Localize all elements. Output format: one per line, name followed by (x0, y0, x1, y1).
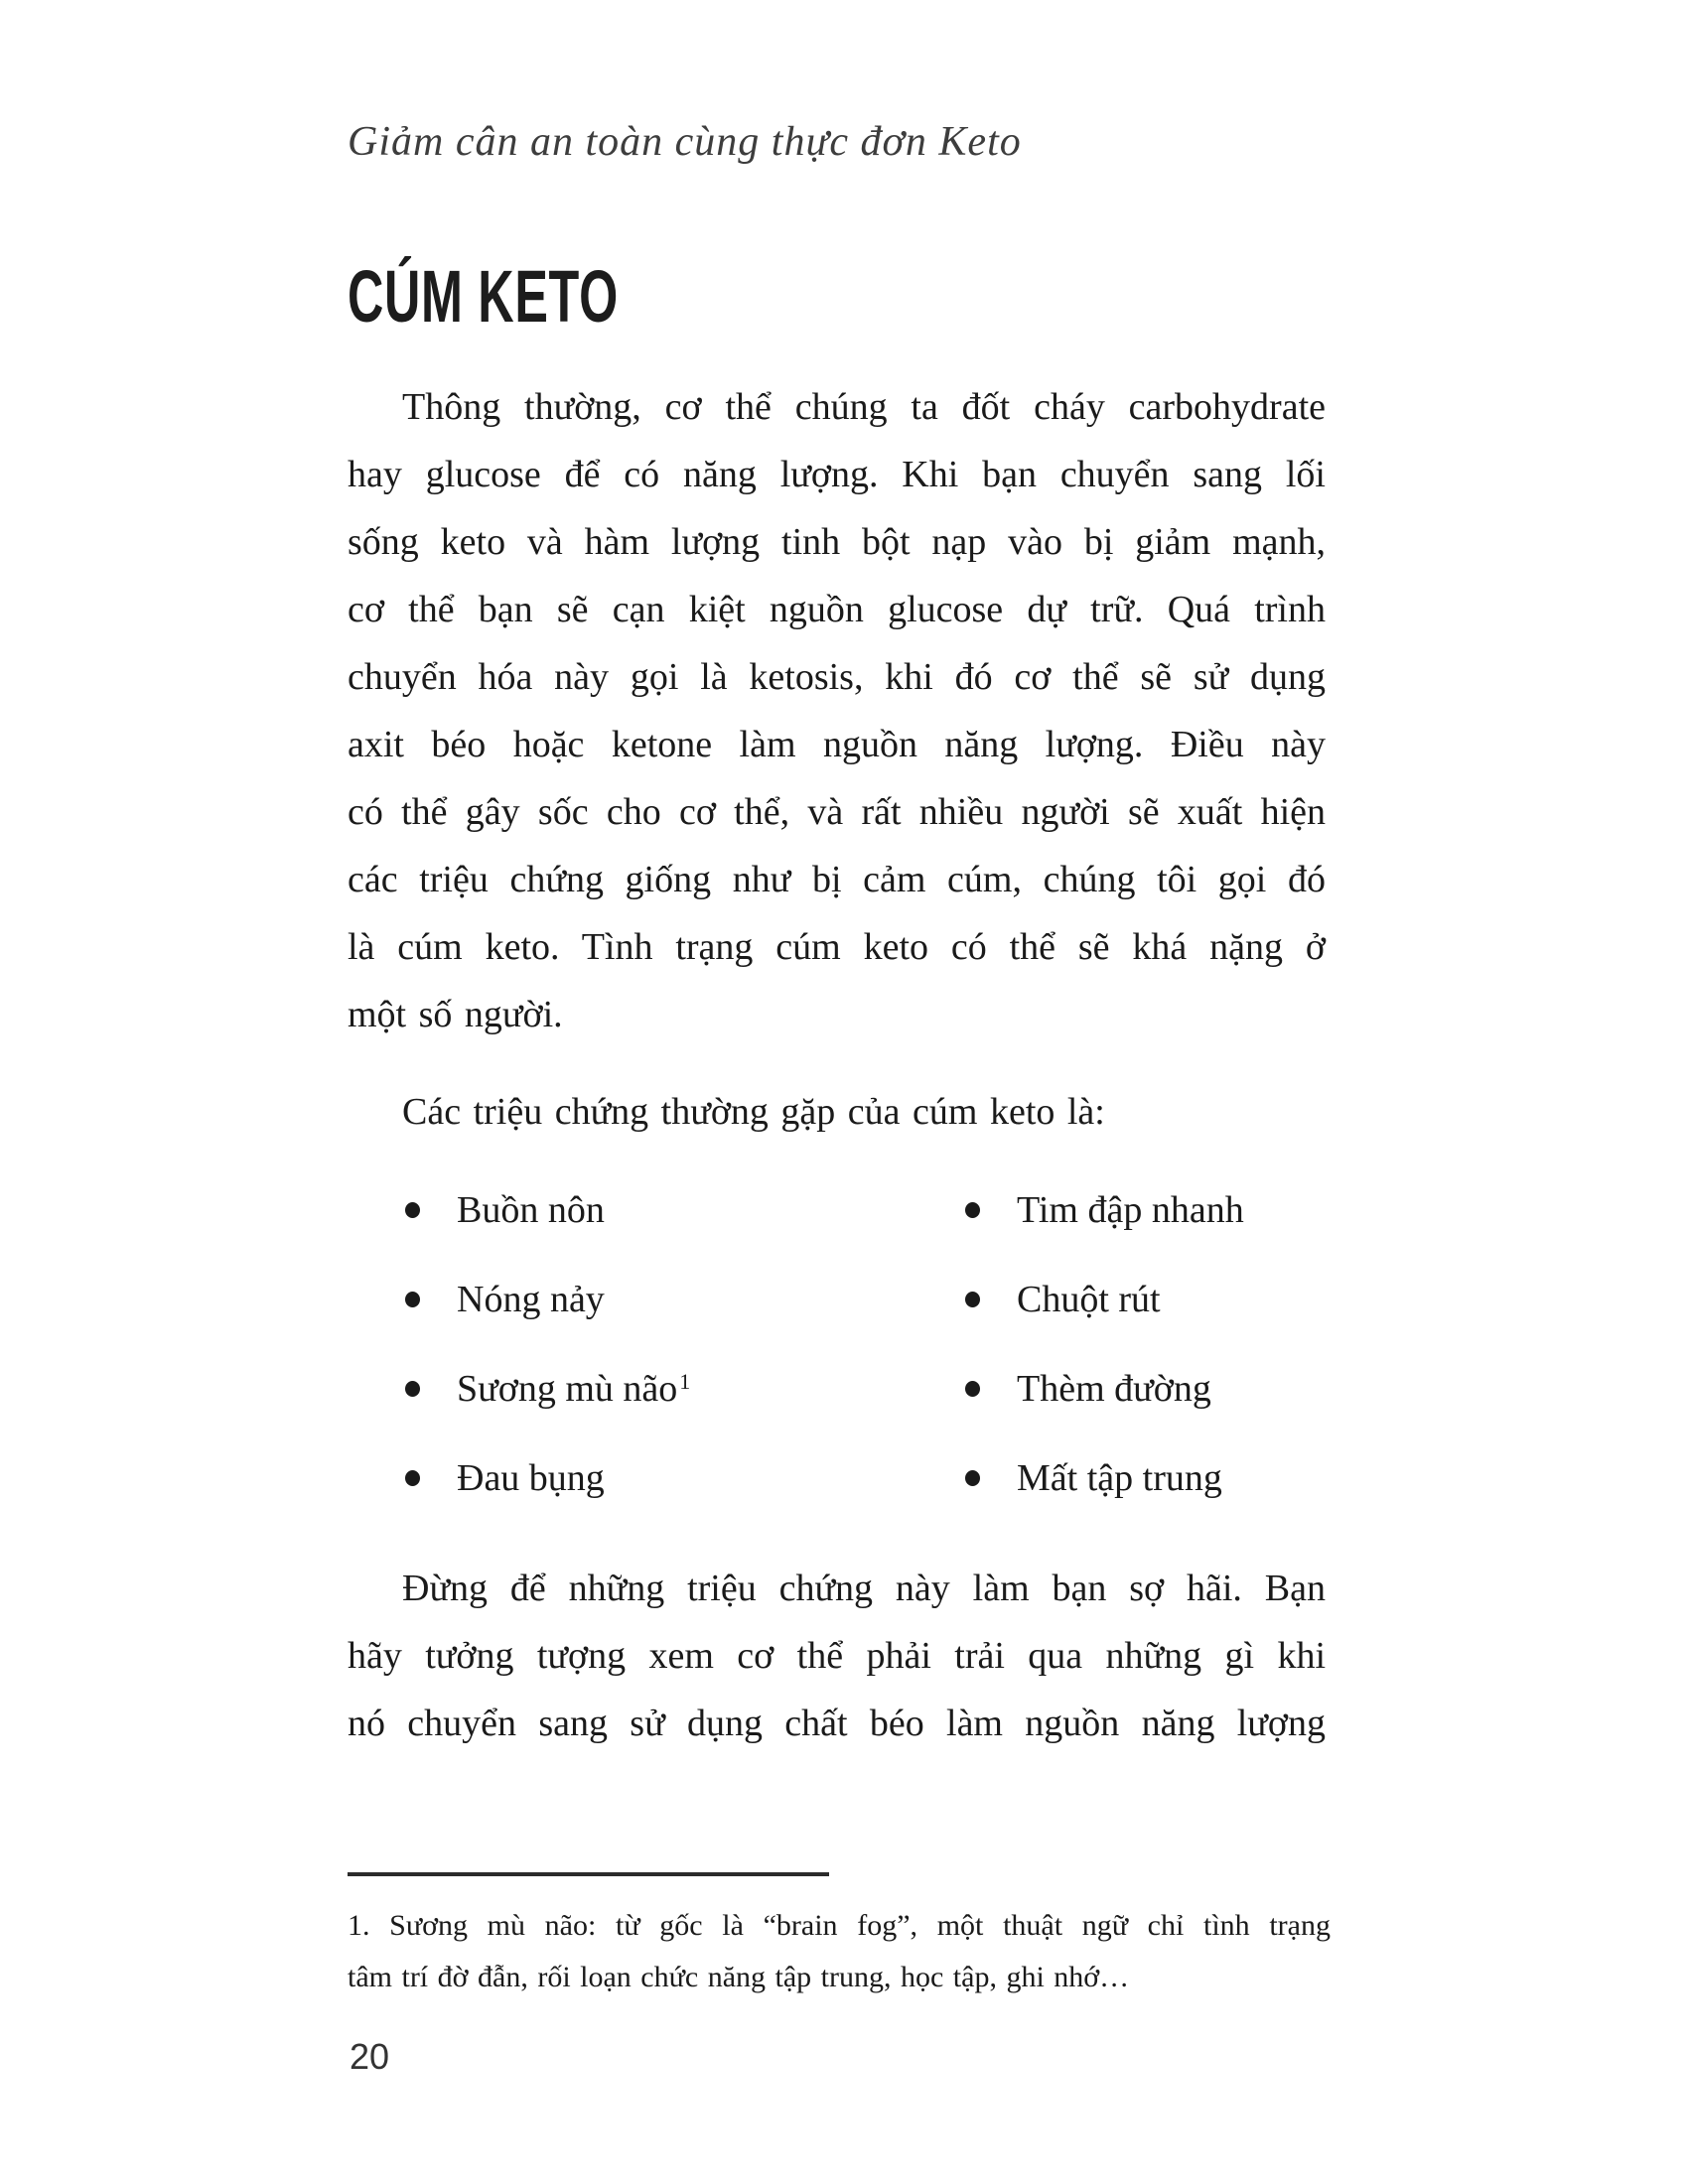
text-line: hay glucose để có năng lượng. Khi bạn chuyển sang lối (348, 454, 1326, 495)
text-line: Đừng để những triệu chứng này làm bạn sợ hãi. Bạn (402, 1568, 1326, 1609)
symptom-item (348, 1433, 965, 1523)
text-line: axit béo hoặc ketone làm nguồn năng lượng. Điều này (348, 724, 1326, 765)
text-line: 1. Sương mù não: từ gốc là “brain fog”, một thuật ngữ chỉ tình trạng (348, 1909, 1331, 1942)
symptom-label: Chuột rút (1017, 1279, 1161, 1320)
symptom-row (348, 1344, 1326, 1433)
symptom-row (348, 1433, 1326, 1523)
text-line: tâm trí đờ đẫn, rối loạn chức năng tập trung, học tập, ghi nhớ… (348, 1961, 1130, 1993)
symptom-label: Tim đập nhanh (1017, 1189, 1244, 1231)
running-header: Giảm cân an toàn cùng thực đơn Keto (348, 119, 1022, 165)
paragraph-intro (348, 373, 1326, 1048)
paragraph-symptoms-lead (348, 1078, 1326, 1146)
symptom-label: Buồn nôn (457, 1189, 605, 1231)
symptom-item (348, 1344, 965, 1433)
symptom-item (965, 1165, 1244, 1255)
symptom-label: Thèm đường (1017, 1368, 1211, 1410)
symptom-item (348, 1165, 965, 1255)
symptom-row (348, 1165, 1326, 1255)
symptom-label: Sương mù não$^1$ (457, 1368, 691, 1410)
text-line: Thông thường, cơ thể chúng ta đốt cháy carbohydrate (402, 386, 1326, 428)
bullet-icon (965, 1202, 980, 1218)
bullet-icon (965, 1470, 980, 1486)
text-line: Các triệu chứng thường gặp của cúm keto là: (402, 1091, 1105, 1133)
text-line: một số người. (348, 994, 563, 1035)
text-line: cơ thể bạn sẽ cạn kiệt nguồn glucose dự trữ. Quá trình (348, 589, 1326, 630)
symptom-label: Nóng nảy (457, 1279, 605, 1320)
symptom-item (965, 1255, 1161, 1344)
symptom-row (348, 1255, 1326, 1344)
bullet-icon (965, 1381, 980, 1397)
text-line: là cúm keto. Tình trạng cúm keto có thể sẽ khá nặng ở (348, 926, 1326, 968)
page-number: 20 (350, 2036, 390, 2077)
symptom-label: Mất tập trung (1017, 1457, 1222, 1499)
text-line: sống keto và hàm lượng tinh bột nạp vào bị giảm mạnh, (348, 521, 1326, 563)
bullet-icon (405, 1381, 420, 1397)
chapter-title: CÚM KETO (348, 255, 619, 338)
text-line: các triệu chứng giống như bị cảm cúm, chúng tôi gọi đó (348, 859, 1326, 900)
symptom-item (965, 1344, 1211, 1433)
footnote-divider (348, 1872, 829, 1876)
text-line: có thể gây sốc cho cơ thể, và rất nhiều người sẽ xuất hiện (348, 791, 1326, 833)
text-line: hãy tưởng tượng xem cơ thể phải trải qua những gì khi (348, 1635, 1326, 1677)
bullet-icon (405, 1292, 420, 1307)
symptom-item (965, 1433, 1222, 1523)
symptom-label: Đau bụng (457, 1457, 605, 1499)
symptom-item (348, 1255, 965, 1344)
text-line: chuyển hóa này gọi là ketosis, khi đó cơ thể sẽ sử dụng (348, 656, 1326, 698)
bullet-icon (405, 1202, 420, 1218)
bullet-icon (965, 1292, 980, 1307)
bullet-icon (405, 1470, 420, 1486)
symptom-list (348, 1165, 1326, 1523)
footnote-marker: 1 (679, 1368, 691, 1394)
text-line: nó chuyển sang sử dụng chất béo làm nguồn năng lượng (348, 1703, 1326, 1744)
paragraph-reassurance (348, 1555, 1326, 1757)
footnote (348, 1900, 1331, 2003)
